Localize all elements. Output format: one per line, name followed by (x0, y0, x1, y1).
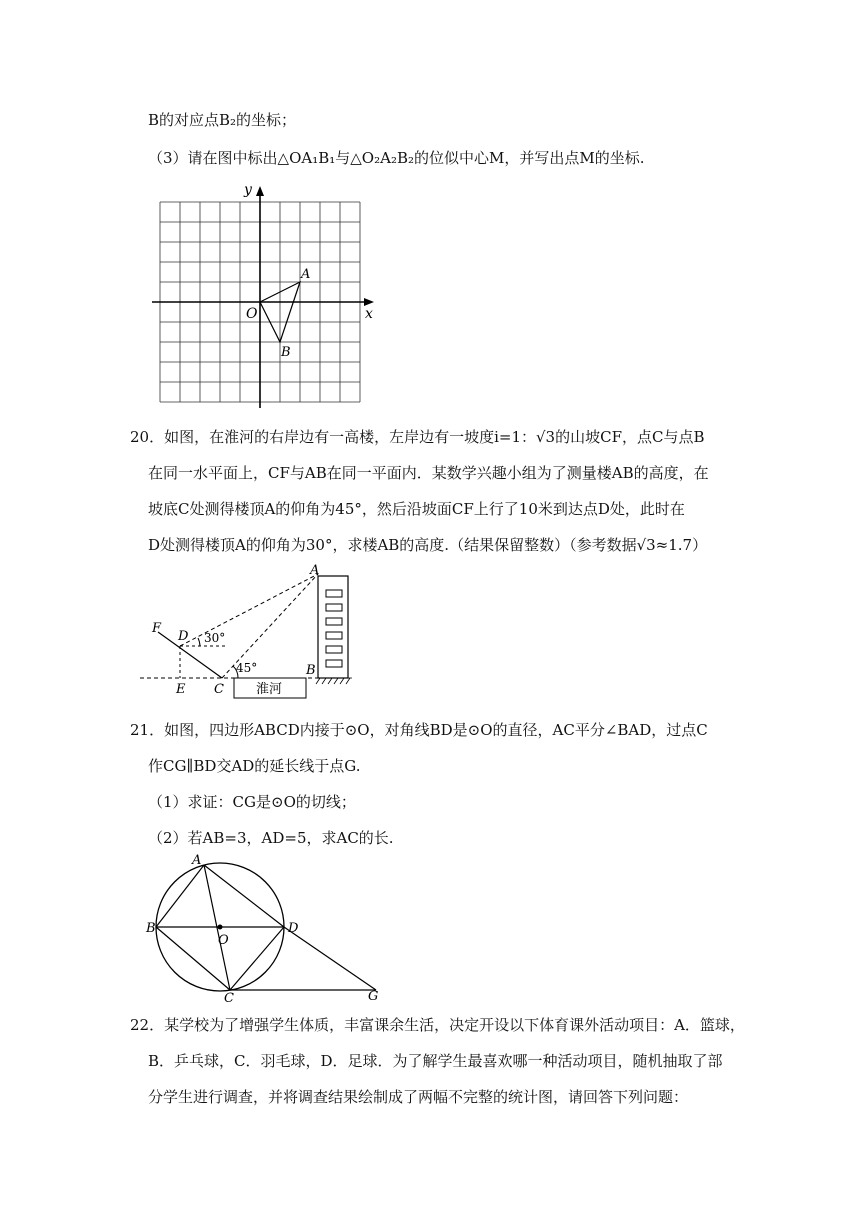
q22-line1: 22．某学校为了增强学生体质，丰富课余生活，决定开设以下体育课外活动项目：A．篮球， (130, 1016, 745, 1034)
label-d: D (288, 921, 299, 936)
label-e: E (176, 682, 186, 697)
origin-label: O (246, 306, 258, 322)
label-o: O (218, 933, 229, 948)
q22-line2: B．乒乓球，C．羽毛球，D．足球．为了解学生最喜欢哪一种活动项目，随机抽取了部 (148, 1052, 723, 1070)
q21-line3: （1）求证：CG是⊙O的切线； (148, 793, 356, 811)
y-axis-label: y (244, 182, 252, 198)
label-c: C (224, 991, 234, 1006)
label-45: 45° (236, 661, 258, 675)
angle-30-arc (198, 638, 200, 646)
label-b: B (306, 663, 316, 678)
point-a-label: A (301, 267, 311, 282)
ground-hatch (316, 678, 352, 684)
building (318, 576, 348, 678)
q20-line3: 坡底C处测得楼顶A的仰角为45°，然后沿坡面CF上行了10米到达点D处，此时在 (148, 500, 685, 518)
label-f: F (152, 621, 162, 636)
q20-line2: 在同一水平面上，CF与AB在同一平面内．某数学兴趣小组为了测量楼AB的高度，在 (148, 464, 709, 482)
sight-da (180, 574, 318, 646)
segment-ad (204, 865, 284, 927)
slope-building-figure (140, 562, 370, 702)
coordinate-grid-figure (148, 180, 388, 410)
x-axis-arrow (364, 298, 374, 306)
q20-line1: 20．如图，在淮河的右岸边有一高楼，左岸边有一坡度i=1：√3的山坡CF，点C与点B (130, 428, 705, 446)
label-g: G (368, 989, 379, 1004)
q21-line2: 作CG∥BD交AD的延长线于点G. (148, 757, 361, 775)
label-a: A (192, 853, 202, 868)
label-d: D (178, 629, 189, 644)
x-axis-label: x (365, 306, 373, 322)
circle-figure (146, 852, 388, 1006)
label-a: A (310, 563, 320, 578)
q21-line1: 21．如图，四边形ABCD内接于⊙O，对角线BD是⊙O的直径，AC平分∠BAD，过点C (130, 721, 708, 739)
point-b-label: B (281, 345, 291, 360)
segment-dg (284, 927, 376, 990)
center-dot (218, 925, 223, 930)
q21-line4: （2）若AB=3，AD=5，求AC的长. (148, 829, 394, 847)
label-c: C (214, 682, 224, 697)
q20-line4: D处测得楼顶A的仰角为30°，求楼AB的高度.（结果保留整数）（参考数据√3≈1.7） (148, 536, 708, 554)
q22-line3: 分学生进行调查，并将调查结果绘制成了两幅不完整的统计图，请回答下列问题： (148, 1088, 689, 1106)
line-b2: B的对应点B₂的坐标； (148, 111, 297, 129)
segment-ab (156, 865, 204, 927)
label-30: 30° (204, 631, 226, 645)
label-b: B (146, 921, 156, 936)
line-q3: （3）请在图中标出△OA₁B₁与△O₂A₂B₂的位似中心M，并写出点M的坐标. (148, 149, 645, 167)
river-label: 淮河 (256, 682, 283, 697)
y-axis-arrow (256, 186, 264, 196)
